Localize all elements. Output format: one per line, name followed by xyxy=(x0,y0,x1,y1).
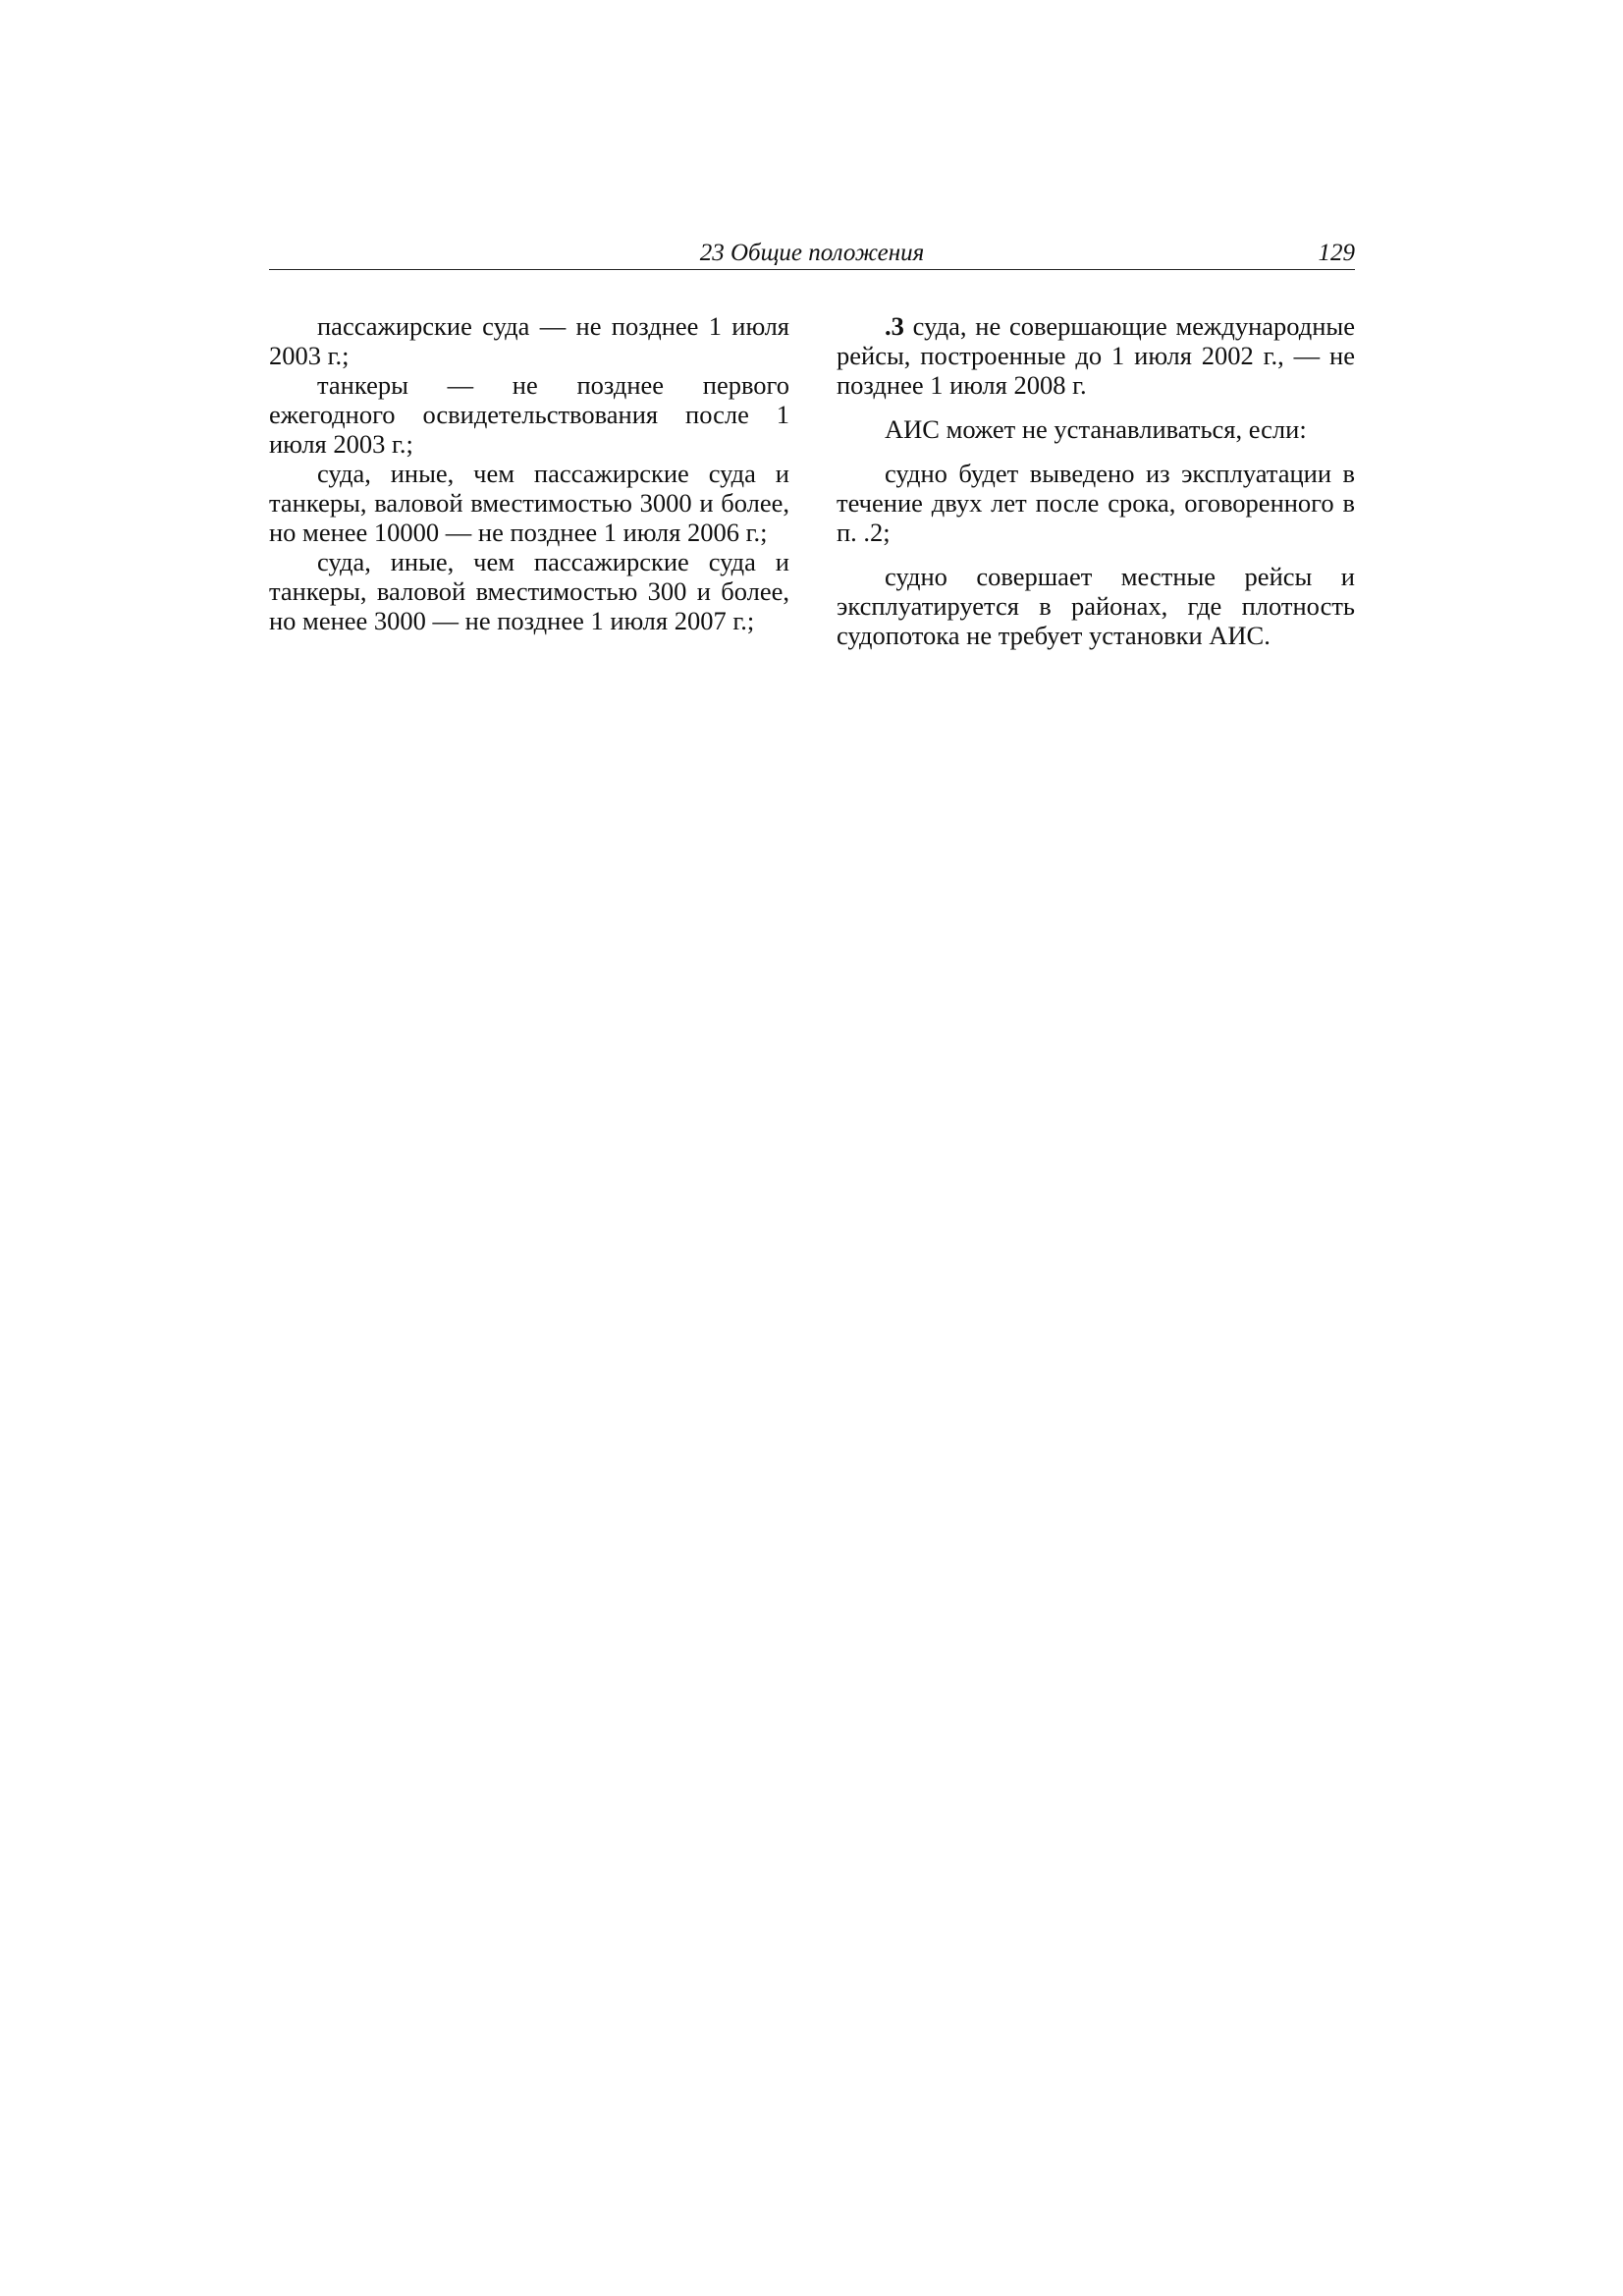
paragraph: суда, иные, чем пассажирские суда и танкеры, валовой вместимостью 300 и более, но менее 3000 — не позднее 1 июля 2007 г.; xyxy=(269,547,789,635)
paragraph: танкеры — не позднее первого ежегодного освидетельствования после 1 июля 2003 г.; xyxy=(269,370,789,459)
paragraph: судно будет выведено из эксплуатации в течение двух лет после срока, оговоренного в п. .2; xyxy=(837,459,1355,547)
paragraph: пассажирские суда — не позднее 1 июля 2003 г.; xyxy=(269,311,789,370)
left-column xyxy=(269,311,789,635)
item-3-text: суда, не совершающие международные рейсы, построенные до 1 июля 2002 г., — не позднее 1 июля 2008 г. xyxy=(837,311,1355,400)
paragraph: суда, иные, чем пассажирские суда и танкеры, валовой вместимостью 3000 и более, но менее 10000 — не позднее 1 июля 2006 г.; xyxy=(269,459,789,547)
running-title: 23 Общие положения xyxy=(699,240,925,266)
item-number: .3 xyxy=(885,311,904,341)
right-column xyxy=(837,311,1355,665)
paragraph: судно совершает местные рейсы и эксплуатируется в районах, где плотность судопотока не требует установки АИС. xyxy=(837,562,1355,650)
page-header xyxy=(269,240,1355,270)
item-3-paragraph xyxy=(837,311,1355,400)
paragraph: АИС может не устанавливаться, если: xyxy=(885,414,1307,444)
page-number: 129 xyxy=(1318,240,1355,266)
